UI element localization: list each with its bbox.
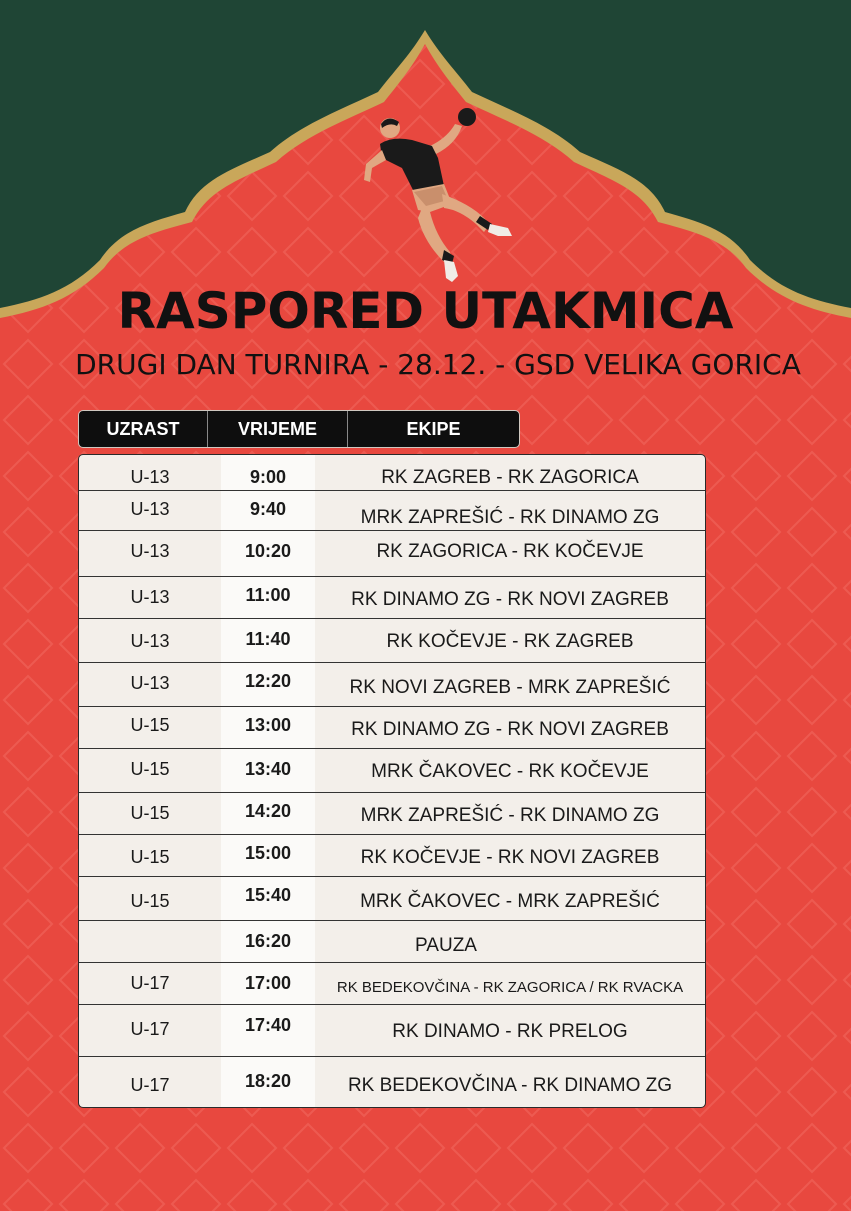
table-row: [79, 531, 705, 577]
time-cell: 12:20: [244, 671, 292, 691]
table-row: [79, 1005, 705, 1057]
teams-cell: RK ZAGREB - RK ZAGORICA: [381, 467, 639, 488]
time-cell: 11:40: [245, 629, 291, 649]
age-cell: U-15: [130, 891, 170, 911]
time-cell: 10:20: [244, 541, 292, 561]
time-cell: 14:20: [244, 801, 292, 821]
teams-cell: MRK ZAPREŠIĆ - RK DINAMO ZG: [360, 507, 660, 528]
teams-cell: RK NOVI ZAGREB - MRK ZAPREŠIĆ: [349, 677, 671, 698]
age-cell: U-15: [130, 847, 170, 867]
age-cell: U-13: [130, 673, 170, 693]
schedule-table: [78, 454, 706, 1108]
table-row: [79, 455, 705, 491]
table-row: [79, 1057, 705, 1107]
table-row: [79, 921, 705, 963]
time-cell: 13:40: [244, 759, 292, 779]
age-cell: U-13: [130, 631, 170, 651]
time-cell: 9:40: [249, 499, 287, 519]
teams-cell: RK ZAGORICA - RK KOČEVJE: [376, 541, 644, 562]
time-cell: 15:00: [244, 843, 292, 863]
table-row: [79, 835, 705, 877]
age-cell: U-13: [130, 541, 170, 561]
teams-cell: MRK ČAKOVEC - MRK ZAPREŠIĆ: [360, 891, 660, 912]
time-cell: 18:20: [244, 1071, 292, 1091]
age-cell: U-13: [130, 587, 170, 607]
time-cell: 16:20: [244, 931, 292, 951]
header-time: VRIJEME: [208, 411, 348, 447]
page-title: RASPORED UTAKMICA: [117, 282, 734, 340]
table-row: [79, 793, 705, 835]
age-cell: U-15: [130, 803, 170, 823]
header-age: UZRAST: [79, 411, 208, 447]
age-cell: U-17: [130, 973, 170, 993]
table-row: [79, 707, 705, 749]
time-cell: 11:00: [245, 585, 291, 605]
teams-cell: MRK ZAPREŠIĆ - RK DINAMO ZG: [360, 805, 660, 826]
age-cell: U-17: [130, 1019, 170, 1039]
age-cell: U-15: [130, 759, 170, 779]
time-cell: 17:40: [244, 1015, 292, 1035]
teams-cell: RK BEDEKOVČINA - RK DINAMO ZG: [347, 1075, 673, 1096]
age-cell: U-13: [130, 467, 170, 487]
handball-player-icon: [352, 100, 522, 290]
page-subtitle: DRUGI DAN TURNIRA - 28.12. - GSD VELIKA GORICA: [75, 348, 801, 381]
teams-cell: MRK ČAKOVEC - RK KOČEVJE: [371, 761, 649, 782]
time-cell: 15:40: [244, 885, 292, 905]
header-teams: EKIPE: [406, 418, 461, 439]
age-cell: U-15: [130, 715, 170, 735]
teams-cell: PAUZA: [415, 935, 477, 956]
teams-cell: RK DINAMO - RK PRELOG: [392, 1021, 628, 1042]
table-row: [79, 877, 705, 921]
teams-cell: RK BEDEKOVČINA - RK ZAGORICA / RK RVACKA: [336, 979, 684, 996]
time-cell: 13:00: [244, 715, 292, 735]
teams-cell: RK KOČEVJE - RK NOVI ZAGREB: [360, 847, 660, 868]
table-row: [79, 963, 705, 1005]
table-row: [79, 577, 705, 619]
age-cell: U-17: [130, 1075, 170, 1095]
time-cell: 17:00: [244, 973, 292, 993]
table-header: [78, 410, 520, 448]
teams-cell: RK KOČEVJE - RK ZAGREB: [386, 631, 634, 652]
table-row: [79, 749, 705, 793]
table-row: [79, 491, 705, 531]
age-cell: U-13: [130, 499, 170, 519]
teams-cell: RK DINAMO ZG - RK NOVI ZAGREB: [351, 719, 669, 740]
teams-cell: RK DINAMO ZG - RK NOVI ZAGREB: [351, 589, 669, 610]
time-cell: 9:00: [249, 467, 287, 487]
table-row: [79, 663, 705, 707]
table-row: [79, 619, 705, 663]
